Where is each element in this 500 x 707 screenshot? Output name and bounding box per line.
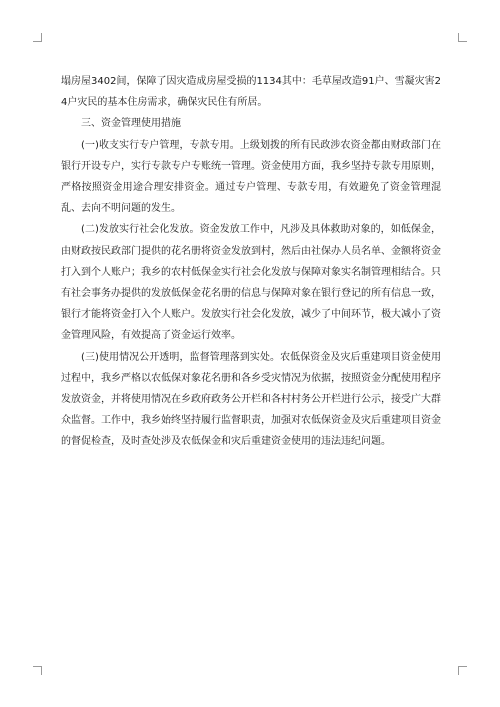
paragraph-transparency-supervision: (三)使用情况公开透明，监督管理落到实处。农低保资金及灾后重建项目资金使用过程中，我乡严格以农低保对象花名册和各乡受灾情况为依据，按照资金分配使用程序发放资金，并将使用情况在乡政府政务公开栏和各村村务公开栏进行公示，接受广大群众监督。工作中，我乡始终坚持履行监督职责，加强对农低保资金及灾后重建项目资金的督促检查，及时查处涉及农低保金和灾后重建资金使用的违法违纪问题。 xyxy=(61,351,441,448)
paragraph-special-account: (一)收支实行专户管理，专款专用。上级划拨的所有民政涉农资金都由财政部门在银行开设专户，实行专款专户专账统一管理。资金使用方面，我乡坚持专款专用原则，严格按照资金用途合理安排资金。通过专户管理、专款专用，有效避免了资金管理混乱、去向不明问题的发生。 xyxy=(61,139,441,215)
paragraph-continuation: 塌房屋3402间，保障了因灾造成房屋受损的1134其中：毛草屋改造91户、雪凝灾害24户灾民的基本住房需求，确保灾民住有所居。 xyxy=(61,76,441,109)
crop-mark-top-right xyxy=(458,33,467,42)
document-body xyxy=(61,71,441,453)
paragraph-socialized-distribution: (二)发放实行社会化发放。资金发放工作中，凡涉及具体救助对象的，如低保金，由财政按民政部门提供的花名册将资金发放到村，然后由社保办人员名单、金额将资金打入到个人账户；我乡的农村低保金实行社会化发放与保障对象实名制管理相结合。只有社会事务办提供的发放低保金花名册的信息与保障对象在银行登记的所有信息一致，银行才能将资金打入个人账户。发放实行社会化发放，减少了中间环节，极大减小了资金管理风险，有效提高了资金运行效率。 xyxy=(61,224,441,342)
crop-mark-bottom-left xyxy=(33,666,42,675)
crop-mark-bottom-right xyxy=(458,666,467,675)
section-heading: 三、资金管理使用措施 xyxy=(81,118,181,130)
crop-mark-top-left xyxy=(33,33,42,42)
